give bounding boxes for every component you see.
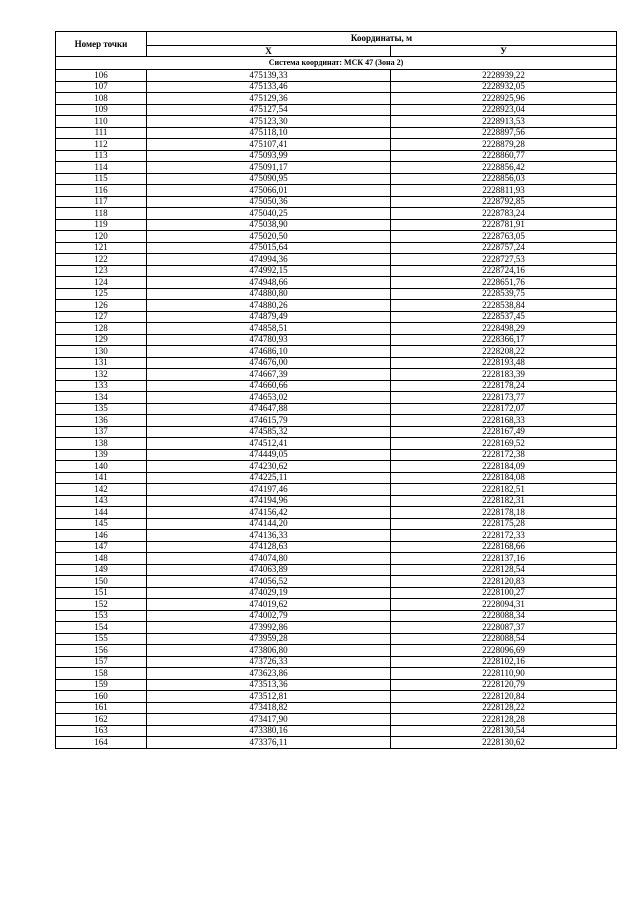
x-coordinate-cell: 474880,26 xyxy=(147,300,391,312)
table-row xyxy=(56,219,617,231)
coordinates-header: Координаты, м xyxy=(147,32,617,46)
x-coordinate-cell: 475038,90 xyxy=(147,219,391,231)
point-number-cell: 129 xyxy=(56,334,147,346)
point-number-cell: 122 xyxy=(56,254,147,266)
x-coordinate-cell: 473512,81 xyxy=(147,691,391,703)
x-coordinate-cell: 473376,11 xyxy=(147,737,391,749)
x-coordinate-cell: 473380,16 xyxy=(147,725,391,737)
x-coordinate-cell: 474225,11 xyxy=(147,472,391,484)
y-coordinate-cell: 2228537,45 xyxy=(391,311,617,323)
y-coordinate-cell: 2228172,07 xyxy=(391,403,617,415)
point-number-cell: 155 xyxy=(56,633,147,645)
x-coordinate-cell: 474056,52 xyxy=(147,576,391,588)
x-coordinate-cell: 475093,99 xyxy=(147,150,391,162)
y-coordinate-cell: 2228094,31 xyxy=(391,599,617,611)
point-number-cell: 163 xyxy=(56,725,147,737)
table-row xyxy=(56,231,617,243)
x-coordinate-cell: 473513,36 xyxy=(147,679,391,691)
table-row xyxy=(56,127,617,139)
table-row xyxy=(56,311,617,323)
x-coordinate-cell: 474002,79 xyxy=(147,610,391,622)
table-row xyxy=(56,70,617,82)
point-number-cell: 123 xyxy=(56,265,147,277)
point-number-cell: 148 xyxy=(56,553,147,565)
table-row xyxy=(56,288,617,300)
x-coordinate-cell: 475139,33 xyxy=(147,70,391,82)
point-number-cell: 143 xyxy=(56,495,147,507)
y-coordinate-cell: 2228168,66 xyxy=(391,541,617,553)
point-number-cell: 128 xyxy=(56,323,147,335)
y-coordinate-cell: 2228102,16 xyxy=(391,656,617,668)
point-number-cell: 125 xyxy=(56,288,147,300)
point-number-cell: 136 xyxy=(56,415,147,427)
point-number-cell: 130 xyxy=(56,346,147,358)
point-number-cell: 114 xyxy=(56,162,147,174)
x-coordinate-cell: 474194,96 xyxy=(147,495,391,507)
y-coordinate-cell: 2228169,52 xyxy=(391,438,617,450)
x-coordinate-cell: 474449,05 xyxy=(147,449,391,461)
x-coordinate-cell: 474136,33 xyxy=(147,530,391,542)
table-row xyxy=(56,449,617,461)
table-row xyxy=(56,334,617,346)
y-coordinate-cell: 2228128,22 xyxy=(391,702,617,714)
table-row xyxy=(56,426,617,438)
x-coordinate-cell: 474992,15 xyxy=(147,265,391,277)
y-coordinate-cell: 2228168,33 xyxy=(391,415,617,427)
x-coordinate-cell: 475090,95 xyxy=(147,173,391,185)
y-coordinate-cell: 2228366,17 xyxy=(391,334,617,346)
point-number-cell: 140 xyxy=(56,461,147,473)
y-coordinate-cell: 2228856,03 xyxy=(391,173,617,185)
table-row xyxy=(56,242,617,254)
point-number-cell: 138 xyxy=(56,438,147,450)
point-number-cell: 142 xyxy=(56,484,147,496)
table-row xyxy=(56,645,617,657)
table-row xyxy=(56,208,617,220)
table-row xyxy=(56,93,617,105)
table-row xyxy=(56,116,617,128)
x-coordinate-cell: 475129,36 xyxy=(147,93,391,105)
y-coordinate-cell: 2228088,34 xyxy=(391,610,617,622)
table-row xyxy=(56,725,617,737)
x-coordinate-cell: 473726,33 xyxy=(147,656,391,668)
table-row xyxy=(56,564,617,576)
x-coordinate-cell: 474780,93 xyxy=(147,334,391,346)
y-coordinate-cell: 2228932,05 xyxy=(391,81,617,93)
table-row xyxy=(56,357,617,369)
y-coordinate-cell: 2228879,28 xyxy=(391,139,617,151)
y-coordinate-cell: 2228781,91 xyxy=(391,219,617,231)
x-coordinate-cell: 474063,89 xyxy=(147,564,391,576)
table-row xyxy=(56,380,617,392)
point-number-cell: 164 xyxy=(56,737,147,749)
table-row xyxy=(56,162,617,174)
y-coordinate-cell: 2228539,75 xyxy=(391,288,617,300)
point-number-cell: 135 xyxy=(56,403,147,415)
point-number-cell: 154 xyxy=(56,622,147,634)
table-row xyxy=(56,139,617,151)
table-row xyxy=(56,300,617,312)
y-coordinate-cell: 2228811,93 xyxy=(391,185,617,197)
x-coordinate-cell: 473806,80 xyxy=(147,645,391,657)
point-number-cell: 141 xyxy=(56,472,147,484)
point-number-cell: 119 xyxy=(56,219,147,231)
table-row xyxy=(56,702,617,714)
point-number-cell: 160 xyxy=(56,691,147,703)
y-coordinate-cell: 2228182,51 xyxy=(391,484,617,496)
table-row xyxy=(56,415,617,427)
x-coordinate-cell: 474948,66 xyxy=(147,277,391,289)
y-coordinate-cell: 2228193,48 xyxy=(391,357,617,369)
y-coordinate-cell: 2228651,76 xyxy=(391,277,617,289)
table-row xyxy=(56,576,617,588)
point-number-cell: 110 xyxy=(56,116,147,128)
y-column-header: У xyxy=(391,46,617,57)
x-coordinate-cell: 473418,82 xyxy=(147,702,391,714)
table-row xyxy=(56,369,617,381)
y-coordinate-cell: 2228184,09 xyxy=(391,461,617,473)
x-coordinate-cell: 475107,41 xyxy=(147,139,391,151)
x-coordinate-cell: 474074,80 xyxy=(147,553,391,565)
point-number-cell: 162 xyxy=(56,714,147,726)
x-column-header: X xyxy=(147,46,391,57)
x-coordinate-cell: 474994,36 xyxy=(147,254,391,266)
point-number-cell: 134 xyxy=(56,392,147,404)
point-number-cell: 107 xyxy=(56,81,147,93)
point-number-cell: 146 xyxy=(56,530,147,542)
point-number-cell: 151 xyxy=(56,587,147,599)
x-coordinate-cell: 474647,88 xyxy=(147,403,391,415)
coordinate-system-row: Система координат: МСК 47 (Зона 2) xyxy=(56,57,617,70)
x-coordinate-cell: 474029,19 xyxy=(147,587,391,599)
x-coordinate-cell: 475133,46 xyxy=(147,81,391,93)
table-row xyxy=(56,530,617,542)
table-row xyxy=(56,484,617,496)
table-row xyxy=(56,438,617,450)
y-coordinate-cell: 2228757,24 xyxy=(391,242,617,254)
table-row xyxy=(56,392,617,404)
y-coordinate-cell: 2228913,53 xyxy=(391,116,617,128)
x-coordinate-cell: 475015,64 xyxy=(147,242,391,254)
point-number-cell: 115 xyxy=(56,173,147,185)
table-row xyxy=(56,403,617,415)
point-number-cell: 157 xyxy=(56,656,147,668)
y-coordinate-cell: 2228856,42 xyxy=(391,162,617,174)
x-coordinate-cell: 474144,20 xyxy=(147,518,391,530)
table-row xyxy=(56,346,617,358)
table-row xyxy=(56,587,617,599)
point-number-cell: 145 xyxy=(56,518,147,530)
y-coordinate-cell: 2228897,56 xyxy=(391,127,617,139)
x-coordinate-cell: 475066,01 xyxy=(147,185,391,197)
point-number-header: Номер точки xyxy=(56,32,147,57)
x-coordinate-cell: 474585,32 xyxy=(147,426,391,438)
y-coordinate-cell: 2228498,29 xyxy=(391,323,617,335)
table-row xyxy=(56,553,617,565)
x-coordinate-cell: 474686,10 xyxy=(147,346,391,358)
y-coordinate-cell: 2228128,28 xyxy=(391,714,617,726)
x-coordinate-cell: 473959,28 xyxy=(147,633,391,645)
table-row xyxy=(56,277,617,289)
table-row xyxy=(56,679,617,691)
point-number-cell: 161 xyxy=(56,702,147,714)
y-coordinate-cell: 2228120,79 xyxy=(391,679,617,691)
x-coordinate-cell: 475020,50 xyxy=(147,231,391,243)
x-coordinate-cell: 474660,66 xyxy=(147,380,391,392)
x-coordinate-cell: 474676,00 xyxy=(147,357,391,369)
y-coordinate-cell: 2228130,54 xyxy=(391,725,617,737)
point-number-cell: 149 xyxy=(56,564,147,576)
y-coordinate-cell: 2228792,85 xyxy=(391,196,617,208)
table-row xyxy=(56,610,617,622)
y-coordinate-cell: 2228172,38 xyxy=(391,449,617,461)
x-coordinate-cell: 474156,42 xyxy=(147,507,391,519)
table-row xyxy=(56,541,617,553)
point-number-cell: 127 xyxy=(56,311,147,323)
y-coordinate-cell: 2228172,33 xyxy=(391,530,617,542)
y-coordinate-cell: 2228178,18 xyxy=(391,507,617,519)
x-coordinate-cell: 473417,90 xyxy=(147,714,391,726)
point-number-cell: 144 xyxy=(56,507,147,519)
x-coordinate-cell: 474615,79 xyxy=(147,415,391,427)
point-number-cell: 137 xyxy=(56,426,147,438)
x-coordinate-cell: 474653,02 xyxy=(147,392,391,404)
table-row xyxy=(56,254,617,266)
table-row xyxy=(56,323,617,335)
x-coordinate-cell: 475050,36 xyxy=(147,196,391,208)
table-row xyxy=(56,81,617,93)
y-coordinate-cell: 2228128,54 xyxy=(391,564,617,576)
table-row xyxy=(56,714,617,726)
y-coordinate-cell: 2228860,77 xyxy=(391,150,617,162)
x-coordinate-cell: 475123,30 xyxy=(147,116,391,128)
y-coordinate-cell: 2228087,37 xyxy=(391,622,617,634)
table-row xyxy=(56,104,617,116)
x-coordinate-cell: 473623,86 xyxy=(147,668,391,680)
point-number-cell: 152 xyxy=(56,599,147,611)
point-number-cell: 113 xyxy=(56,150,147,162)
y-coordinate-cell: 2228110,90 xyxy=(391,668,617,680)
y-coordinate-cell: 2228783,24 xyxy=(391,208,617,220)
x-coordinate-cell: 474019,62 xyxy=(147,599,391,611)
table-row xyxy=(56,173,617,185)
table-row xyxy=(56,599,617,611)
point-number-cell: 112 xyxy=(56,139,147,151)
table-row xyxy=(56,507,617,519)
x-coordinate-cell: 475118,10 xyxy=(147,127,391,139)
y-coordinate-cell: 2228120,84 xyxy=(391,691,617,703)
point-number-cell: 133 xyxy=(56,380,147,392)
point-number-cell: 153 xyxy=(56,610,147,622)
x-coordinate-cell: 474512,41 xyxy=(147,438,391,450)
table-row xyxy=(56,461,617,473)
x-coordinate-cell: 474880,80 xyxy=(147,288,391,300)
point-number-cell: 131 xyxy=(56,357,147,369)
y-coordinate-cell: 2228763,05 xyxy=(391,231,617,243)
table-row xyxy=(56,737,617,749)
x-coordinate-cell: 474879,49 xyxy=(147,311,391,323)
y-coordinate-cell: 2228183,39 xyxy=(391,369,617,381)
x-coordinate-cell: 475127,54 xyxy=(147,104,391,116)
table-row xyxy=(56,518,617,530)
y-coordinate-cell: 2228120,83 xyxy=(391,576,617,588)
point-number-cell: 118 xyxy=(56,208,147,220)
x-coordinate-cell: 475040,25 xyxy=(147,208,391,220)
y-coordinate-cell: 2228208,22 xyxy=(391,346,617,358)
x-coordinate-cell: 475091,17 xyxy=(147,162,391,174)
y-coordinate-cell: 2228130,62 xyxy=(391,737,617,749)
table-row xyxy=(56,150,617,162)
table-row xyxy=(56,196,617,208)
coordinates-table xyxy=(55,31,617,749)
y-coordinate-cell: 2228100,27 xyxy=(391,587,617,599)
point-number-cell: 159 xyxy=(56,679,147,691)
y-coordinate-cell: 2228088,54 xyxy=(391,633,617,645)
x-coordinate-cell: 473992,86 xyxy=(147,622,391,634)
y-coordinate-cell: 2228939,22 xyxy=(391,70,617,82)
point-number-cell: 147 xyxy=(56,541,147,553)
point-number-cell: 132 xyxy=(56,369,147,381)
y-coordinate-cell: 2228538,84 xyxy=(391,300,617,312)
point-number-cell: 116 xyxy=(56,185,147,197)
table-row xyxy=(56,691,617,703)
point-number-cell: 121 xyxy=(56,242,147,254)
x-coordinate-cell: 474128,63 xyxy=(147,541,391,553)
table-row xyxy=(56,656,617,668)
point-number-cell: 120 xyxy=(56,231,147,243)
point-number-cell: 124 xyxy=(56,277,147,289)
point-number-cell: 108 xyxy=(56,93,147,105)
y-coordinate-cell: 2228727,53 xyxy=(391,254,617,266)
y-coordinate-cell: 2228137,16 xyxy=(391,553,617,565)
y-coordinate-cell: 2228173,77 xyxy=(391,392,617,404)
table-row xyxy=(56,495,617,507)
y-coordinate-cell: 2228175,28 xyxy=(391,518,617,530)
x-coordinate-cell: 474230,62 xyxy=(147,461,391,473)
point-number-cell: 139 xyxy=(56,449,147,461)
x-coordinate-cell: 474197,46 xyxy=(147,484,391,496)
x-coordinate-cell: 474858,51 xyxy=(147,323,391,335)
table-row xyxy=(56,633,617,645)
table-row xyxy=(56,622,617,634)
table-row xyxy=(56,472,617,484)
y-coordinate-cell: 2228096,69 xyxy=(391,645,617,657)
x-coordinate-cell: 474667,39 xyxy=(147,369,391,381)
point-number-cell: 156 xyxy=(56,645,147,657)
point-number-cell: 158 xyxy=(56,668,147,680)
table-row xyxy=(56,185,617,197)
point-number-cell: 126 xyxy=(56,300,147,312)
point-number-cell: 117 xyxy=(56,196,147,208)
y-coordinate-cell: 2228184,08 xyxy=(391,472,617,484)
y-coordinate-cell: 2228724,16 xyxy=(391,265,617,277)
point-number-cell: 150 xyxy=(56,576,147,588)
point-number-cell: 109 xyxy=(56,104,147,116)
y-coordinate-cell: 2228178,24 xyxy=(391,380,617,392)
y-coordinate-cell: 2228167,49 xyxy=(391,426,617,438)
table-row xyxy=(56,265,617,277)
y-coordinate-cell: 2228923,04 xyxy=(391,104,617,116)
y-coordinate-cell: 2228925,96 xyxy=(391,93,617,105)
point-number-cell: 111 xyxy=(56,127,147,139)
y-coordinate-cell: 2228182,31 xyxy=(391,495,617,507)
point-number-cell: 106 xyxy=(56,70,147,82)
table-row xyxy=(56,668,617,680)
